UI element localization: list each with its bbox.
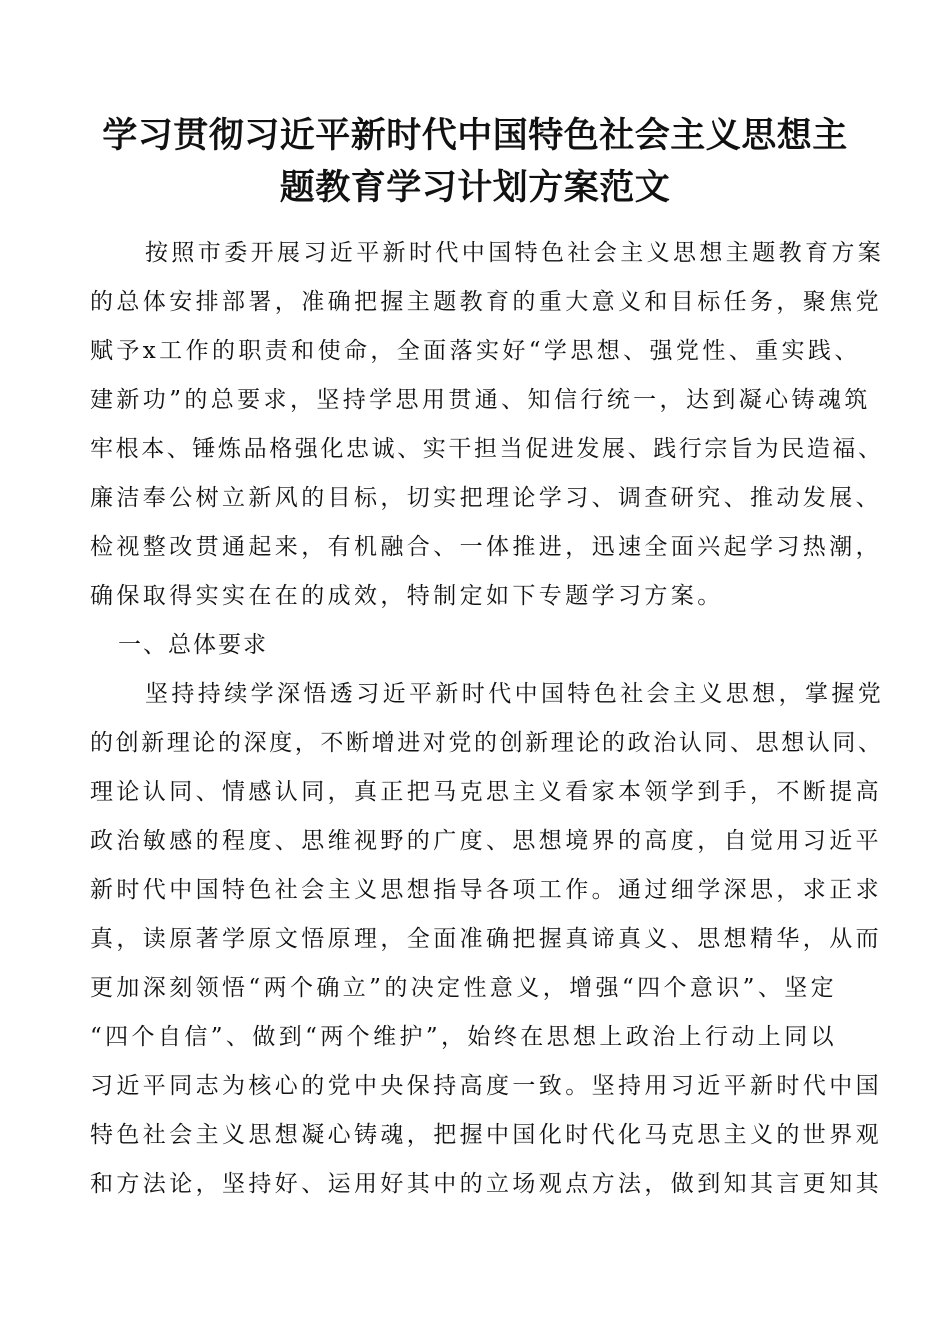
text-line: 习近平同志为核心的党中央保持高度一致。坚持用习近平新时代中国 (90, 1073, 882, 1099)
text-line: 更加深刻领悟“两个确立”的决定性意义，增强“四个意识”、坚定 (90, 975, 838, 1001)
title-line-2: 题教育学习计划方案范文 (279, 168, 671, 208)
text-line: 的创新理论的深度，不断增进对党的创新理论的政治认同、思想认同、 (90, 730, 884, 756)
document-title (90, 110, 860, 214)
text-line: 理论认同、情感认同，真正把马克思主义看家本领学到手，不断提高 (90, 779, 882, 805)
text-line: 新时代中国特色社会主义思想指导各项工作。通过细学深思，求正求 (90, 877, 882, 903)
text-line: 坚持持续学深悟透习近平新时代中国特色社会主义思想，掌握党 (145, 681, 885, 707)
text-line: 和方法论，坚持好、运用好其中的立场观点方法，做到知其言更知其 (90, 1171, 882, 1197)
section-heading: 一、总体要求 (118, 632, 268, 658)
title-line-1: 学习贯彻习近平新时代中国特色社会主义思想主 (102, 116, 848, 156)
text-line: 按照市委开展习近平新时代中国特色社会主义思想主题教育方案 (145, 240, 885, 266)
text-line: 廉洁奉公树立新风的目标，切实把理论学习、调查研究、推动发展、 (90, 485, 882, 511)
text-line: 赋予x工作的职责和使命，全面落实好“学思想、强党性、重实践、 (90, 338, 861, 364)
requirements-paragraph (90, 670, 885, 1209)
text-line: 政治敏感的程度、思维视野的广度、思想境界的高度，自觉用习近平 (90, 828, 882, 854)
text-line: 建新功”的总要求，坚持学思用贯通、知信行统一，达到凝心铸魂筑 (90, 387, 871, 413)
intro-paragraph (90, 229, 885, 621)
text-line: 真，读原著学原文悟原理，全面准确把握真谛真义、思想精华，从而 (90, 926, 882, 952)
text-line: “四个自信”、做到“两个维护”，始终在思想上政治上行动上同以 (90, 1024, 838, 1050)
text-line: 牢根本、锤炼品格强化忠诚、实干担当促进发展、践行宗旨为民造福、 (90, 436, 884, 462)
text-line: 特色社会主义思想凝心铸魂，把握中国化时代化马克思主义的世界观 (90, 1122, 882, 1148)
text-line: 确保取得实实在在的成效，特制定如下专题学习方案。 (90, 583, 724, 609)
document-body (90, 229, 885, 1209)
text-line: 检视整改贯通起来，有机融合、一体推进，迅速全面兴起学习热潮， (90, 534, 882, 560)
text-line: 的总体安排部署，准确把握主题教育的重大意义和目标任务，聚焦党 (90, 289, 882, 315)
